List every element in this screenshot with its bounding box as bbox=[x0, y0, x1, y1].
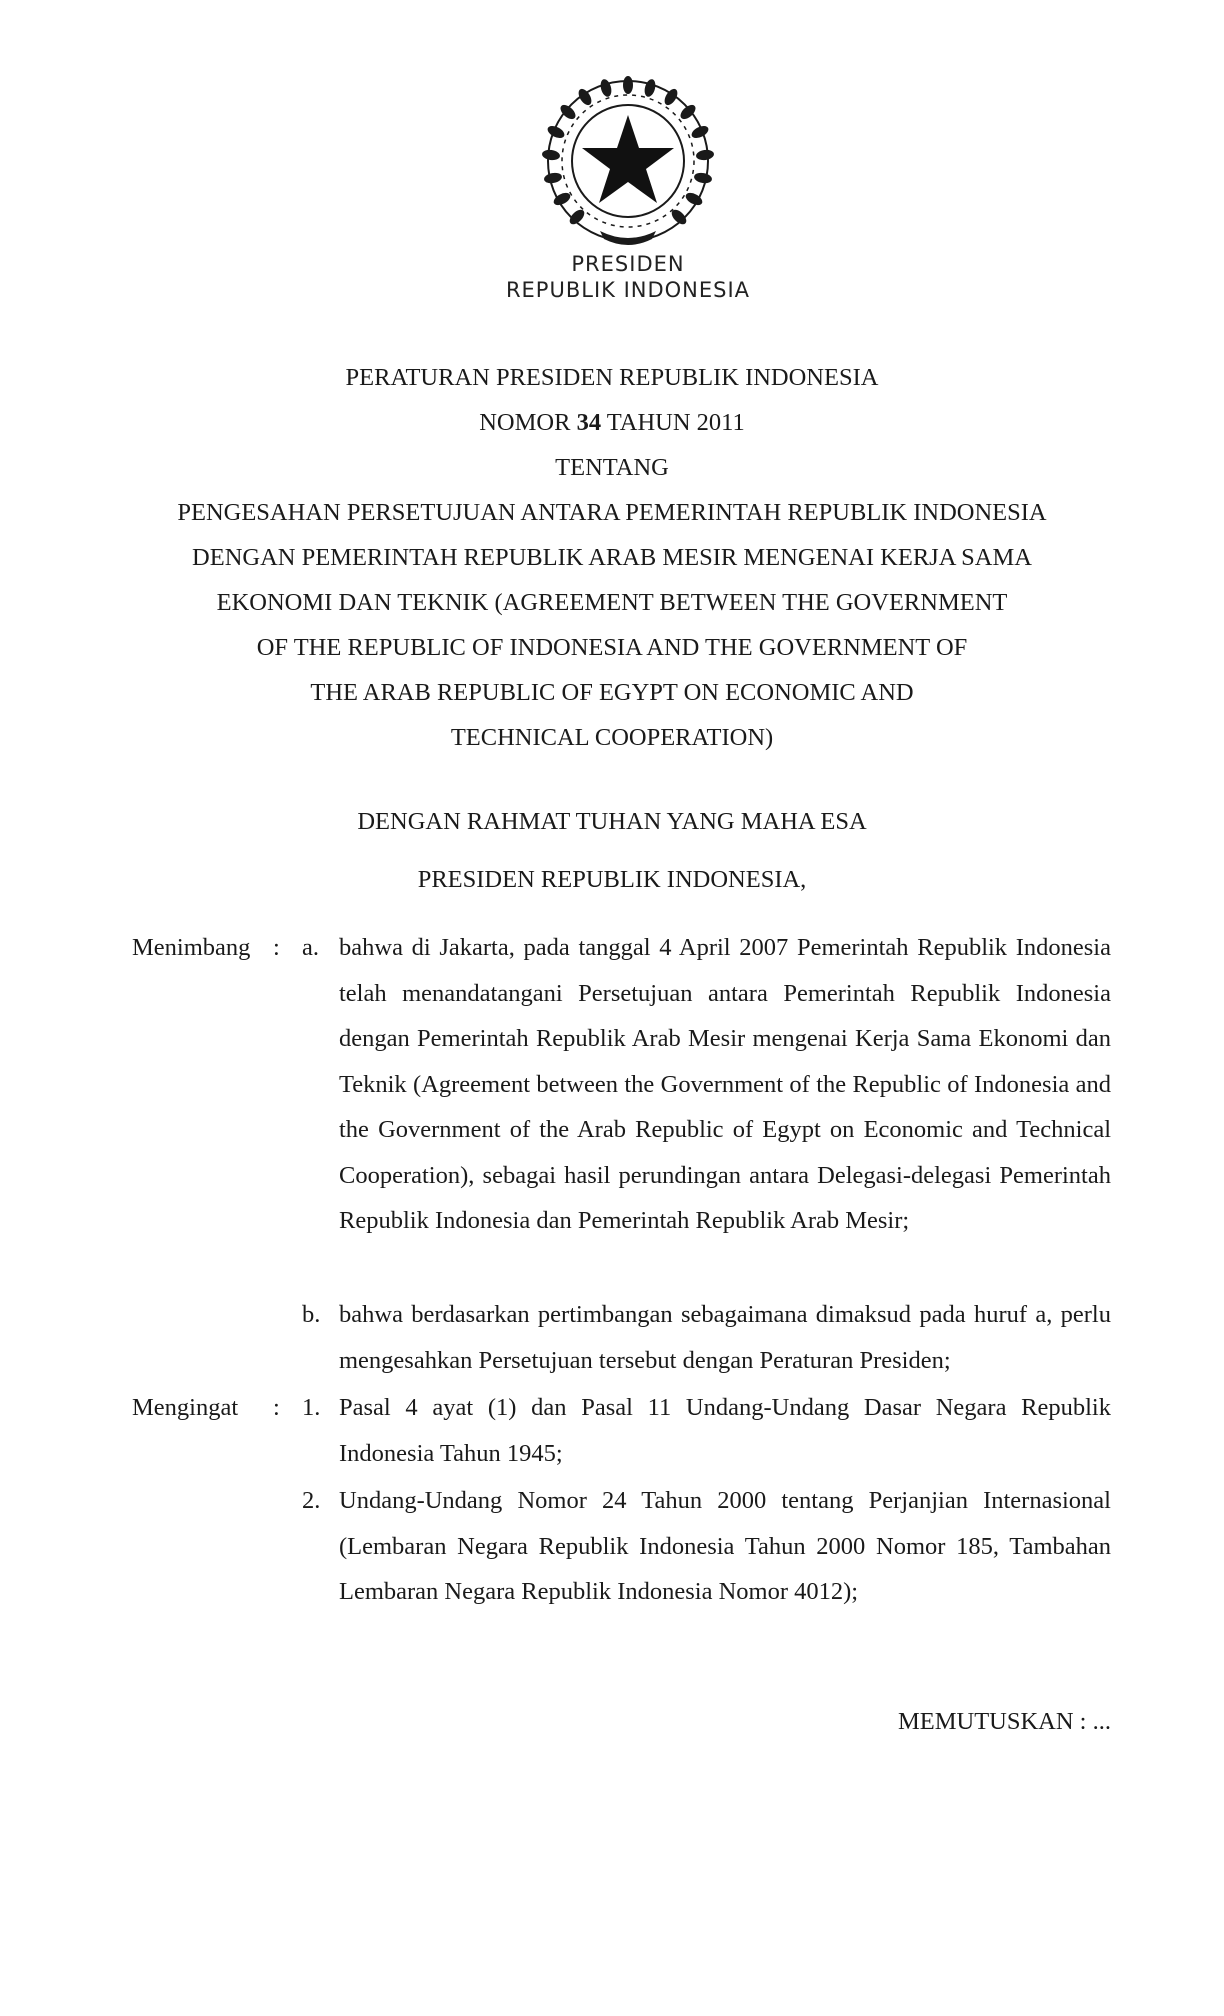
subject-line: THE ARAB REPUBLIC OF EGYPT ON ECONOMIC AND bbox=[310, 679, 914, 706]
menimbang-item-marker: a. bbox=[302, 934, 319, 961]
mengingat-colon: : bbox=[273, 1394, 280, 1421]
subject-line: EKONOMI DAN TEKNIK (AGREEMENT BETWEEN THE GOVERNMENT bbox=[216, 589, 1008, 616]
garuda-star-wreath-icon bbox=[540, 75, 716, 251]
nomor-prefix: NOMOR bbox=[479, 409, 577, 436]
menimbang-label: Menimbang bbox=[132, 934, 251, 961]
emblem-title-republic: REPUBLIK INDONESIA bbox=[505, 278, 751, 302]
mengingat-item-text: Undang-Undang Nomor 24 Tahun 2000 tentang Perjanjian Internasional (Lembaran Negara Republik Indonesia Tahun 2000 Nomor 185, Tambahan Lembaran Negara Republik Indonesia Nomor 4012); bbox=[339, 1487, 1111, 1605]
regulation-number bbox=[0, 400, 1224, 445]
regulation-title-block bbox=[0, 355, 1224, 760]
menimbang-item-text: bahwa di Jakarta, pada tanggal 4 April 2007 Pemerintah Republik Indonesia telah menandatangani Persetujuan antara Pemerintah Republik Indonesia dengan Pemerintah Republik Arab Mesir mengenai Kerja Sama Ekonomi dan Teknik (Agreement between the Government of the Republic of Indonesia and the Government of the Arab Republic of Egypt on Economic and Technical Cooperation), sebagai hasil perundingan antara Delegasi-delegasi Pemerintah Republik Indonesia dan Pemerintah Republik Arab Mesir; bbox=[339, 934, 1111, 1234]
nomor-value: 34 bbox=[576, 409, 602, 436]
mengingat-item-text: Pasal 4 ayat (1) dan Pasal 11 Undang-Undang Dasar Negara Republik Indonesia Tahun 1945; bbox=[339, 1394, 1111, 1467]
subject-line: DENGAN PEMERINTAH REPUBLIK ARAB MESIR MENGENAI KERJA SAMA bbox=[192, 544, 1032, 571]
emblem-title-president: PRESIDEN bbox=[571, 252, 685, 276]
menimbang-colon: : bbox=[273, 934, 280, 961]
continuation-memutuskan: MEMUTUSKAN : ... bbox=[897, 1708, 1111, 1735]
preamble-president: PRESIDEN REPUBLIK INDONESIA, bbox=[417, 866, 807, 893]
menimbang-item-marker: b. bbox=[302, 1301, 321, 1328]
mengingat-item-marker: 2. bbox=[302, 1487, 321, 1514]
preamble-divine-grace: DENGAN RAHMAT TUHAN YANG MAHA ESA bbox=[357, 808, 867, 835]
menimbang-item-text: bahwa berdasarkan pertimbangan sebagaimana dimaksud pada huruf a, perlu mengesahkan Persetujuan tersebut dengan Peraturan Presiden; bbox=[339, 1301, 1111, 1374]
nomor-suffix: TAHUN 2011 bbox=[601, 409, 745, 436]
subject-line: OF THE REPUBLIC OF INDONESIA AND THE GOVERNMENT OF bbox=[256, 634, 968, 661]
subject-line: TECHNICAL COOPERATION) bbox=[450, 724, 774, 751]
subject-line: PENGESAHAN PERSETUJUAN ANTARA PEMERINTAH REPUBLIK INDONESIA bbox=[177, 499, 1047, 526]
mengingat-label: Mengingat bbox=[132, 1394, 239, 1421]
tentang-heading: TENTANG bbox=[555, 454, 669, 481]
regulation-heading: PERATURAN PRESIDEN REPUBLIK INDONESIA bbox=[345, 364, 879, 391]
mengingat-item-marker: 1. bbox=[302, 1394, 321, 1421]
presidential-emblem bbox=[500, 75, 756, 325]
